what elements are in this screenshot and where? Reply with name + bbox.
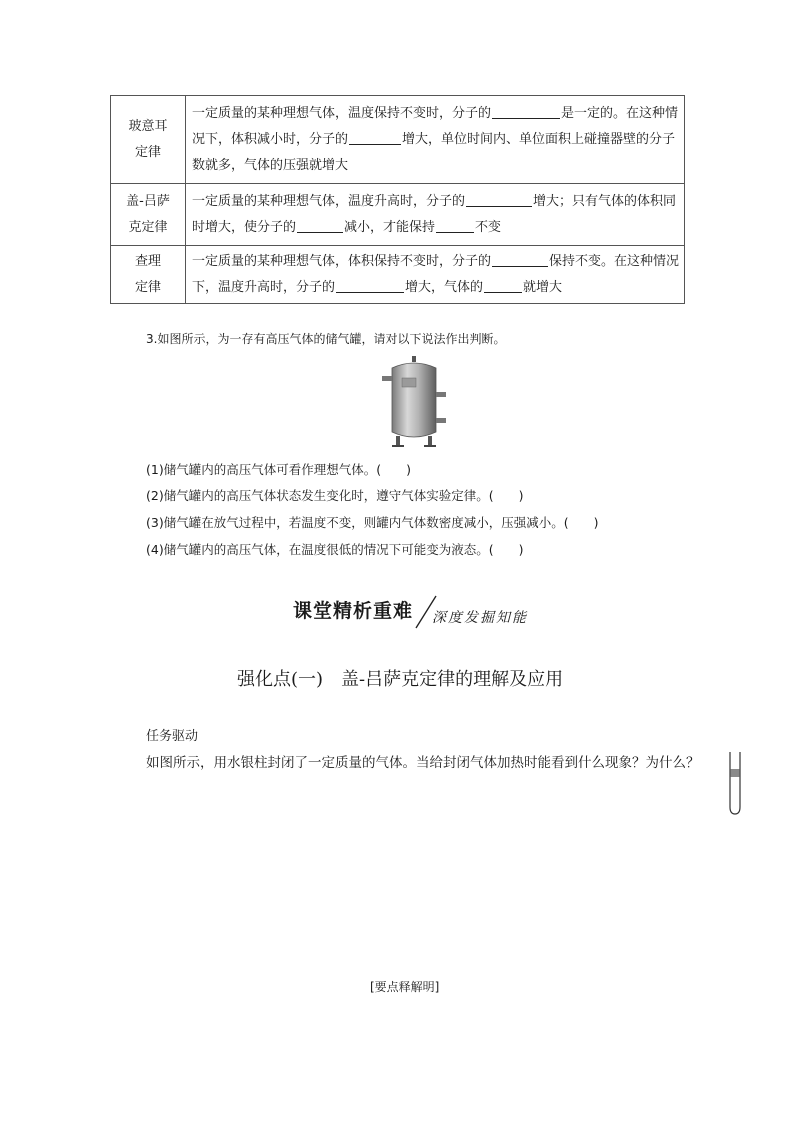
law-name-cell <box>111 184 186 246</box>
law-text-segment: 增大，单位时间内、单位面积上碰撞器壁的分子数就多，气体的压强就增大 <box>192 131 676 173</box>
task-label: 任务驱动 <box>146 729 199 744</box>
key-points-label: [要点释解明] <box>370 980 440 994</box>
fill-blank[interactable] <box>484 277 522 293</box>
law-text-segment: 增大；只有气体的体积同时增大，使分子的 <box>192 193 677 235</box>
law-name-line: 盖-吕萨 <box>126 193 170 209</box>
law-text-segment: 减小，才能保持 <box>344 219 436 235</box>
law-name-cell <box>111 246 186 304</box>
section-subtitle: 深度发掘知能 <box>432 610 528 626</box>
law-description-cell <box>186 96 685 184</box>
fill-blank[interactable] <box>297 217 343 233</box>
law-text-segment: 增大，气体的 <box>405 279 484 295</box>
fill-blank[interactable] <box>349 129 401 145</box>
judgement-item-3: (3)储气罐在放气过程中，若温度不变，则罐内气体数密度减小，压强减小。( ) <box>146 515 599 530</box>
law-name-line: 定律 <box>134 279 161 295</box>
law-text-segment: 一定质量的某种理想气体，温度升高时，分子的 <box>192 193 466 209</box>
gas-tank-figure <box>378 356 450 448</box>
table-row <box>111 184 685 246</box>
judgement-item-1: (1)储气罐内的高压气体可看作理想气体。( ) <box>146 462 411 477</box>
law-name-line: 玻意耳 <box>128 118 168 134</box>
judgement-item-4: (4)储气罐内的高压气体，在温度很低的情况下可能变为液态。( ) <box>146 542 524 557</box>
law-text-segment: 保持不变。在这种情况下，温度升高时，分子的 <box>192 253 680 295</box>
law-text-segment: 不变 <box>475 219 502 235</box>
law-text-segment: 就增大 <box>523 279 563 295</box>
fill-blank[interactable] <box>336 277 404 293</box>
table-row <box>111 96 685 184</box>
law-text-segment: 是一定的。在这种情况下，体积减小时，分子的 <box>192 105 679 147</box>
law-text-segment: 一定质量的某种理想气体，体积保持不变时，分子的 <box>192 253 492 269</box>
task-text: 如图所示，用水银柱封闭了一定质量的气体。当给封闭气体加热时能看到什么现象？为什么？ <box>146 755 700 771</box>
law-description-cell <box>186 246 685 304</box>
fill-blank[interactable] <box>492 103 560 119</box>
mercury-tube-figure <box>727 752 743 816</box>
law-name-line: 定律 <box>134 144 161 160</box>
table-row <box>111 246 685 304</box>
question-3-intro: 3.如图所示，为一存有高压气体的储气罐，请对以下说法作出判断。 <box>146 332 506 346</box>
law-text-segment: 一定质量的某种理想气体，温度保持不变时，分子的 <box>192 105 492 121</box>
law-name-line: 查理 <box>134 253 161 269</box>
law-name-cell <box>111 96 186 184</box>
law-description-cell <box>186 184 685 246</box>
law-name-line: 克定律 <box>128 219 168 235</box>
fill-blank[interactable] <box>436 217 474 233</box>
fill-blank[interactable] <box>466 191 532 207</box>
test-tube-icon <box>727 752 743 816</box>
gas-laws-table <box>110 95 685 304</box>
fill-blank[interactable] <box>492 251 548 267</box>
gas-tank-icon <box>378 356 450 448</box>
section-title: 课堂精析重难 <box>293 600 414 622</box>
strengthen-point-title: 强化点(一) 盖-吕萨克定律的理解及应用 <box>237 669 564 690</box>
judgement-item-2: (2)储气罐内的高压气体状态发生变化时，遵守气体实验定律。( ) <box>146 488 524 503</box>
